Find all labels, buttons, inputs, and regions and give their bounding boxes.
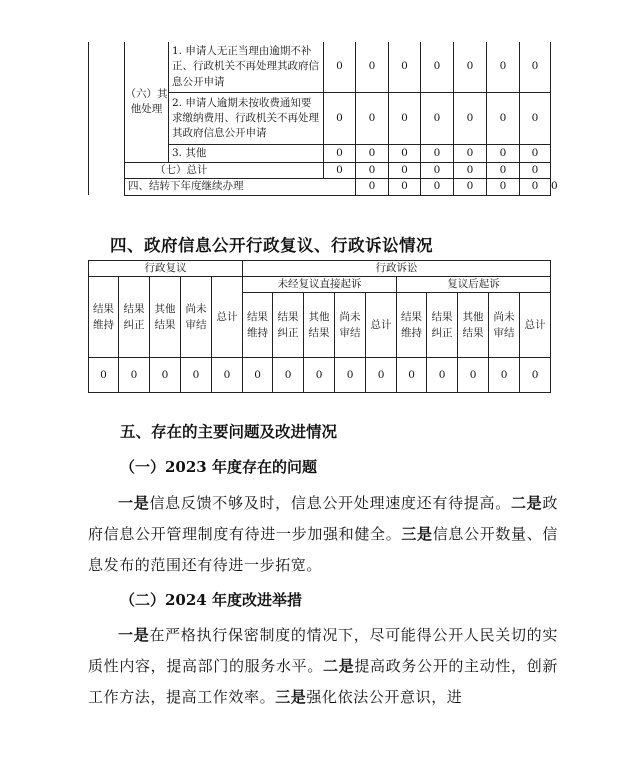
header-direct-suit: 未经复议直接起诉 (243, 277, 397, 293)
group-label: （六）其他处理 (125, 42, 169, 163)
total-label: （七）总计 (125, 163, 324, 179)
col-review-correct: 结果纠正 (119, 277, 150, 358)
header-litigation: 行政诉讼 (243, 261, 551, 277)
table-row: 3. 其他 0 0 0 0 0 0 0 (89, 145, 551, 163)
table-row: 四、结转下年度继续办理 0 0 0 0 0 0 0 (89, 179, 551, 195)
header-after-review: 复议后起诉 (397, 277, 551, 293)
col-review-other: 其他结果 (150, 277, 181, 358)
section-4-title: 四、政府信息公开行政复议、行政诉讼情况 (110, 236, 433, 255)
table-row: 结果维持 结果纠正 其他结果 尚未审结 总计 结果维持 结果纠正 其他结果 尚未审结 总计 (89, 293, 551, 358)
subsection-1-title: （一）2023 年度存在的问题 (120, 458, 317, 476)
table-row (89, 277, 551, 293)
row-desc-2: 2. 申请人逾期未按收费通知要求缴纳费用、行政机关不再处理其政府信息公开申请 (169, 93, 324, 145)
table-row: （七）总计 0 0 0 0 0 0 0 (89, 163, 551, 179)
carry-over-label: 四、结转下年度继续办理 (125, 179, 356, 195)
table-row: 2. 申请人逾期未按收费通知要求缴纳费用、行政机关不再处理其政府信息公开申请 0 0 0 0 0 0 0 (89, 93, 551, 145)
paragraph-measures: 一是在严格执行保密制度的情况下，尽可能得公开人民关切的实质性内容，提高部门的服务水平。二是提高政务公开的主动性，创新工作方法，提高工作效率。三是强化依法公开意识，进 (88, 626, 558, 706)
paragraph-problems: 一是信息反馈不够及时，信息公开处理速度还有待提高。二是政府信息公开管理制度有待进一步加强和健全。三是信息公开数量、信息发布的范围还有待进一步拓宽。 (88, 494, 558, 574)
row-desc-1: 1. 申请人无正当理由逾期不补正、行政机关不再处理其政府信息公开申请 (169, 42, 324, 93)
table-row (89, 261, 551, 277)
table-row: 0 0 0 0 0 0 0 0 0 0 0 0 0 0 0 (89, 358, 551, 393)
application-processing-table (88, 42, 558, 196)
header-review: 行政复议 (89, 261, 243, 277)
table-row: （六）其他处理 1. 申请人无正当理由逾期不补正、行政机关不再处理其政府信息公开申请 0 0 0 0 0 0 0 (89, 42, 551, 93)
col-review-total: 总计 (212, 277, 243, 358)
section-5-title: 五、存在的主要问题及改进情况 (120, 423, 338, 441)
row-desc-3: 3. 其他 (169, 145, 324, 163)
col-review-maintain: 结果维持 (89, 277, 119, 358)
col-review-pending: 尚未审结 (181, 277, 212, 358)
subsection-2-title: （二）2024 年度改进举措 (120, 591, 302, 609)
review-litigation-table (88, 260, 551, 393)
